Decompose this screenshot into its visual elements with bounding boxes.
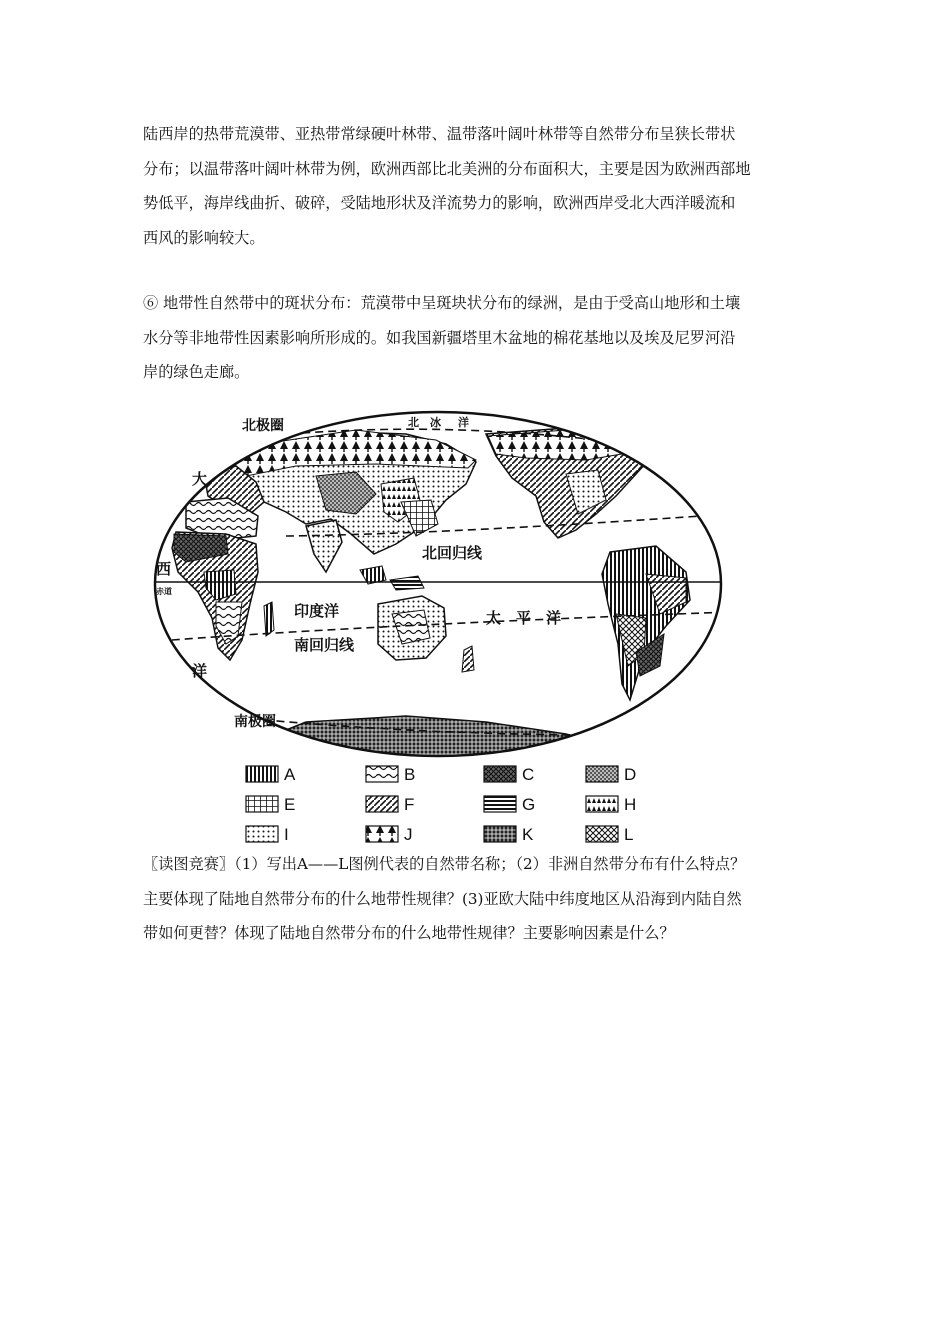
legend-label: F: [404, 795, 415, 814]
legend-item-d: [586, 765, 636, 784]
legend-label: L: [624, 825, 634, 844]
reading-map-question: [143, 847, 815, 951]
legend-label: B: [404, 765, 416, 784]
legend-label: D: [624, 765, 637, 784]
legend-label: I: [284, 825, 289, 844]
legend-item-g: [484, 795, 535, 814]
legend-item-j: [366, 825, 413, 844]
paragraph-natural-belts: [143, 117, 815, 255]
text-line: 主要体现了陆地自然带分布的什么地带性规律？(3)亚欧大陆中纬度地区从沿海到内陆自然: [143, 889, 742, 908]
world-map: [146, 404, 730, 764]
legend-label: A: [284, 765, 296, 784]
text-line: 势低平，海岸线曲折、破碎，受陆地形状及洋流势力的影响，欧洲西岸受北大西洋暖流和: [143, 194, 736, 213]
legend-item-a: [246, 765, 296, 784]
text-line: 带如何更替？体现了陆地自然带分布的什么地带性规律？主要影响因素是什么？: [143, 924, 675, 943]
legend-item-c: [484, 765, 534, 784]
text-line: 岸的绿色走廊。: [143, 363, 250, 382]
tropic-of-cancer-label: 北回归线: [422, 544, 483, 562]
indian-ocean-label: 印度洋: [294, 602, 340, 620]
legend-label: J: [404, 825, 413, 844]
text-line: 〖读图竞赛〗（1）写出A——L图例代表的自然带名称；（2）非洲自然带分布有什么特点？: [143, 855, 746, 873]
tropic-of-capricorn-label: 南回归线: [294, 636, 355, 654]
paragraph-patch-distribution: [143, 286, 815, 390]
legend-label: C: [522, 765, 535, 784]
legend-label: G: [522, 795, 536, 814]
equator-label: 赤道: [156, 587, 172, 596]
legend-label: K: [522, 825, 534, 844]
north-ice-label: 北 冰: [408, 416, 441, 429]
da-label: 大: [192, 470, 208, 488]
legend-label: E: [284, 795, 296, 814]
legend-item-f: [366, 795, 414, 814]
pacific-ocean-label: 太 平 洋: [486, 609, 562, 627]
yang-label: 洋: [192, 662, 208, 680]
legend-item-b: [366, 765, 415, 784]
world-natural-belts-map-figure: [146, 404, 730, 846]
ocean-top-label: 洋: [458, 416, 469, 429]
legend-item-e: [246, 795, 295, 814]
xi-label: 西: [156, 560, 172, 578]
antarctic-circle-label: 南极圈: [234, 714, 276, 730]
legend-label: H: [624, 795, 637, 814]
map-legend: [246, 765, 636, 844]
text-line: 水分等非地带性因素影响所形成的。如我国新疆塔里木盆地的棉花基地以及埃及尼罗河沿: [143, 328, 736, 347]
legend-item-i: [246, 825, 289, 844]
arctic-circle-label: 北极圈: [242, 418, 284, 434]
text-line: ⑥ 地带性自然带中的斑状分布：荒漠带中呈斑块状分布的绿洲，是由于受高山地形和土壤: [143, 294, 741, 312]
legend-item-k: [484, 825, 534, 844]
legend-item-h: [586, 795, 636, 814]
text-line: 陆西岸的热带荒漠带、亚热带常绿硬叶林带、温带落叶阔叶林带等自然带分布呈狭长带状: [143, 125, 736, 143]
legend-item-l: [586, 825, 633, 844]
text-line: 分布；以温带落叶阔叶林带为例，欧洲西部比北美洲的分布面积大，主要是因为欧洲西部地: [143, 159, 751, 178]
text-line: 西风的影响较大。: [143, 228, 265, 247]
